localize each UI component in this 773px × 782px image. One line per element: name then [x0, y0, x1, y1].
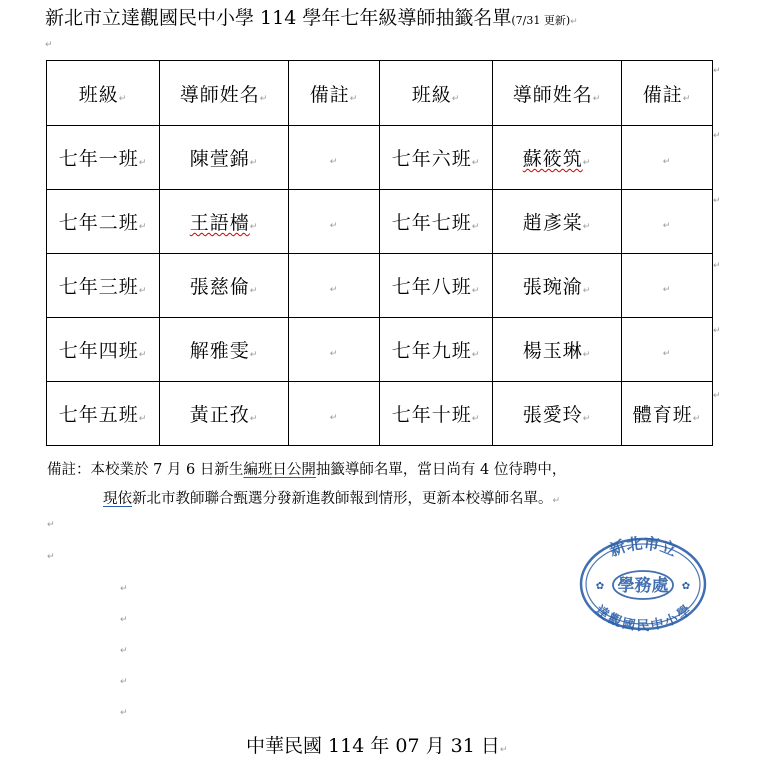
teacher-cell: 楊玉琳↵: [493, 318, 622, 382]
note-cell: ↵: [622, 318, 713, 382]
note-cell: ↵: [622, 190, 713, 254]
note-cell: ↵: [622, 254, 713, 318]
header-note: 備註↵: [289, 61, 380, 126]
paragraph-mark: ↵: [120, 646, 128, 656]
remarks-underlined-phrase: 編班日公開: [243, 462, 316, 478]
teacher-cell: 黃正孜↵: [160, 382, 289, 446]
header-teacher: 導師姓名↵: [493, 61, 622, 126]
paragraph-mark: ↵: [570, 17, 578, 27]
table-row: [47, 382, 713, 446]
note-cell: ↵: [289, 126, 380, 190]
header-class: 班級↵: [47, 61, 160, 126]
class-cell: 七年二班↵: [47, 190, 160, 254]
remarks-paragraph: [47, 456, 566, 516]
seal-graphic: [578, 536, 708, 632]
note-cell: ↵: [289, 190, 380, 254]
class-cell: 七年五班↵: [47, 382, 160, 446]
remarks-line-2: 現依新北市教師聯合甄選分發新進教師報到情形，更新本校導師名單。↵: [103, 491, 561, 507]
class-cell: 七年八班↵: [380, 254, 493, 318]
row-end-mark: ↵: [713, 131, 721, 141]
title-main: 新北市立達觀國民中小學 114 學年七年級導師抽籤名單: [45, 7, 512, 29]
remarks-line-1: 備註：本校業於 7 月 6 日新生編班日公開抽籤導師名單，當日尚有 4 位待聘中，: [47, 462, 567, 478]
seal-flower-icon: ✿: [595, 581, 605, 592]
teacher-cell: 趙彥棠↵: [493, 190, 622, 254]
note-cell: ↵: [289, 318, 380, 382]
class-cell: 七年一班↵: [47, 126, 160, 190]
teacher-cell: 王語檣↵: [160, 190, 289, 254]
table-row: [47, 254, 713, 318]
paragraph-mark: ↵: [47, 552, 55, 562]
paragraph-mark: ↵: [120, 615, 128, 625]
table-row: [47, 318, 713, 382]
note-cell: ↵: [289, 382, 380, 446]
table-row: [47, 126, 713, 190]
paragraph-mark: ↵: [47, 520, 55, 530]
header-class: 班級↵: [380, 61, 493, 126]
class-cell: 七年四班↵: [47, 318, 160, 382]
teacher-cell: 陳萱錦↵: [160, 126, 289, 190]
school-office-seal: [578, 536, 708, 632]
seal-flower-icon: ✿: [681, 581, 691, 592]
document-date: 中華民國 114 年 07 月 31 日↵: [246, 735, 508, 757]
row-end-mark: ↵: [713, 66, 721, 76]
teacher-cell: 蘇筱筑↵: [493, 126, 622, 190]
seal-center-text: 學務處: [617, 576, 669, 596]
header-note: 備註↵: [622, 61, 713, 126]
teacher-cell: 解雅雯↵: [160, 318, 289, 382]
table-header-row: [47, 61, 713, 126]
paragraph-mark: ↵: [45, 40, 53, 50]
class-cell: 七年六班↵: [380, 126, 493, 190]
table-row: [47, 190, 713, 254]
note-cell: ↵: [289, 254, 380, 318]
note-cell: ↵: [622, 126, 713, 190]
teacher-cell: 張琬渝↵: [493, 254, 622, 318]
seal-top-text: 新北市立: [606, 536, 680, 561]
remarks-underlined-phrase: 現依: [103, 491, 132, 507]
paragraph-mark: ↵: [120, 677, 128, 687]
class-cell: 七年九班↵: [380, 318, 493, 382]
class-cell: 七年七班↵: [380, 190, 493, 254]
class-cell: 七年三班↵: [47, 254, 160, 318]
note-cell: 體育班↵: [622, 382, 713, 446]
remarks-label: 備註：: [47, 462, 91, 478]
title-update-note: (7/31 更新): [511, 14, 571, 27]
paragraph-mark: ↵: [120, 584, 128, 594]
seal-bottom-text: 達觀國民中小學: [591, 602, 695, 632]
paragraph-mark: ↵: [120, 708, 128, 718]
document-title: [45, 3, 765, 30]
row-end-mark: ↵: [713, 261, 721, 271]
row-end-mark: ↵: [713, 391, 721, 401]
teacher-cell: 張愛玲↵: [493, 382, 622, 446]
row-end-mark: ↵: [713, 326, 721, 336]
teacher-roster-table: [46, 60, 713, 446]
header-teacher: 導師姓名↵: [160, 61, 289, 126]
row-end-mark: ↵: [713, 196, 721, 206]
teacher-cell: 張慈倫↵: [160, 254, 289, 318]
svg-text:達觀國民中小學: [592, 602, 694, 632]
class-cell: 七年十班↵: [380, 382, 493, 446]
